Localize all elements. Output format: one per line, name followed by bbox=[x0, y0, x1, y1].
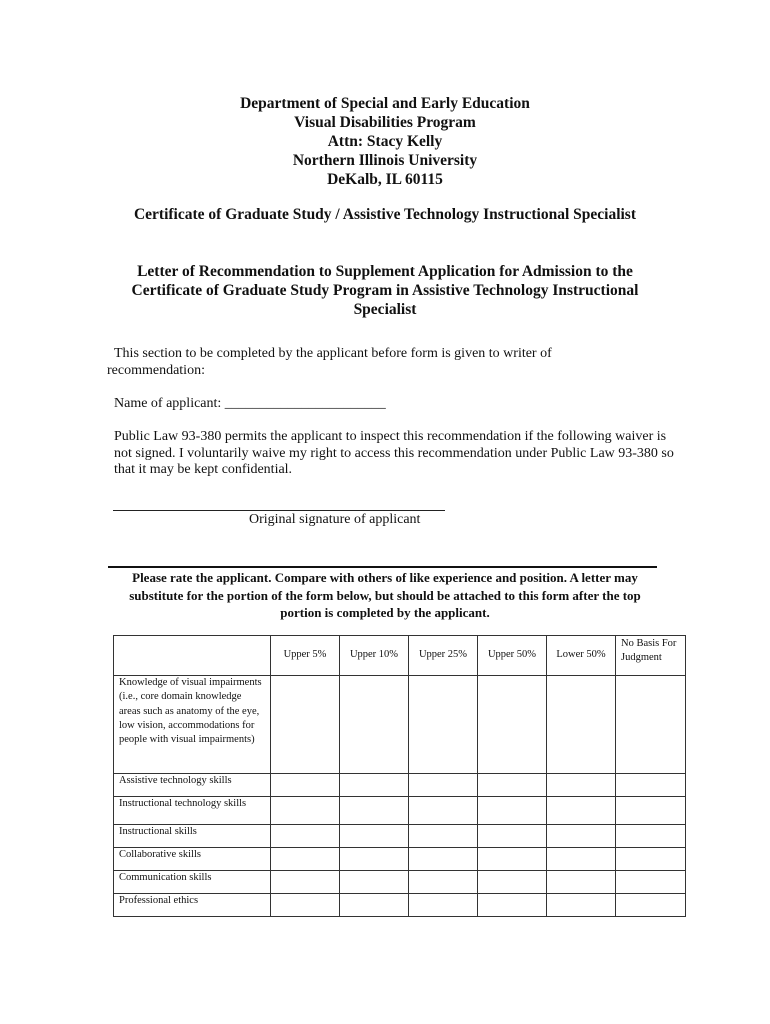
rating-cell[interactable] bbox=[340, 848, 409, 871]
col-upper-25: Upper 25% bbox=[409, 636, 478, 676]
letter-title: Letter of Recommendation to Supplement Application for Admission to the Certificate of Graduate Study Program in Assistive Technology Instructional Specialist bbox=[131, 263, 639, 318]
rating-cell[interactable] bbox=[547, 797, 616, 825]
col-lower-50: Lower 50% bbox=[547, 636, 616, 676]
rating-cell[interactable] bbox=[271, 894, 340, 917]
department-address-header bbox=[0, 94, 770, 189]
row-label-assistive-tech: Assistive technology skills bbox=[114, 774, 271, 797]
rating-cell[interactable] bbox=[271, 871, 340, 894]
col-no-basis: No Basis For Judgment bbox=[616, 636, 686, 676]
rating-cell[interactable] bbox=[271, 848, 340, 871]
rating-cell[interactable] bbox=[547, 848, 616, 871]
rating-cell[interactable] bbox=[616, 894, 686, 917]
rating-cell[interactable] bbox=[340, 894, 409, 917]
rating-cell[interactable] bbox=[340, 871, 409, 894]
rating-cell[interactable] bbox=[478, 774, 547, 797]
rating-cell[interactable] bbox=[478, 676, 547, 774]
rating-cell[interactable] bbox=[340, 797, 409, 825]
row-label-knowledge: Knowledge of visual impairments (i.e., core domain knowledge areas such as anatomy of the eye, low vision, accommodations for people with visual impairments) bbox=[114, 676, 271, 774]
row-label-instructional-tech: Instructional technology skills bbox=[114, 797, 271, 825]
rating-cell[interactable] bbox=[547, 774, 616, 797]
table-row bbox=[114, 825, 686, 848]
rating-cell[interactable] bbox=[616, 676, 686, 774]
table-row bbox=[114, 676, 686, 774]
rating-cell[interactable] bbox=[271, 774, 340, 797]
rating-cell[interactable] bbox=[340, 676, 409, 774]
rating-cell[interactable] bbox=[616, 797, 686, 825]
rating-cell[interactable] bbox=[340, 825, 409, 848]
table-row bbox=[114, 797, 686, 825]
department-line: Department of Special and Early Education bbox=[240, 95, 530, 112]
col-upper-5: Upper 5% bbox=[271, 636, 340, 676]
rating-cell[interactable] bbox=[271, 676, 340, 774]
rating-cell[interactable] bbox=[409, 825, 478, 848]
rating-table bbox=[113, 635, 686, 917]
col-upper-10: Upper 10% bbox=[340, 636, 409, 676]
row-label-communication: Communication skills bbox=[114, 871, 271, 894]
rating-cell[interactable] bbox=[547, 676, 616, 774]
table-row bbox=[114, 871, 686, 894]
applicant-instructions bbox=[107, 345, 667, 379]
rating-cell[interactable] bbox=[409, 848, 478, 871]
rating-cell[interactable] bbox=[409, 871, 478, 894]
applicant-instructions-line1: This section to be completed by the applicant before form is given to writer of bbox=[114, 346, 552, 361]
university-line: Northern Illinois University bbox=[292, 152, 478, 169]
rating-cell[interactable] bbox=[409, 797, 478, 825]
rating-cell[interactable] bbox=[478, 825, 547, 848]
certificate-title: Certificate of Graduate Study / Assistive Technology Instructional Specialist bbox=[133, 206, 637, 223]
signature-line[interactable] bbox=[113, 510, 445, 511]
table-row bbox=[114, 894, 686, 917]
rating-cell[interactable] bbox=[271, 825, 340, 848]
rating-cell[interactable] bbox=[478, 797, 547, 825]
rating-cell[interactable] bbox=[409, 774, 478, 797]
program-line: Visual Disabilities Program bbox=[294, 114, 476, 131]
rating-cell[interactable] bbox=[409, 676, 478, 774]
public-law-waiver-text: Public Law 93-380 permits the applicant to inspect this recommendation if the following waiver is not signed. I voluntarily waive my right to access this recommendation under Public Law 93-380 so that it may be kept confidential. bbox=[114, 429, 674, 477]
signature-label: Original signature of applicant bbox=[249, 512, 421, 527]
row-label-collaborative: Collaborative skills bbox=[114, 848, 271, 871]
criteria-header-cell bbox=[114, 636, 271, 676]
rating-cell[interactable] bbox=[547, 894, 616, 917]
rating-cell[interactable] bbox=[616, 848, 686, 871]
rating-header-row bbox=[114, 636, 686, 676]
rating-cell[interactable] bbox=[409, 894, 478, 917]
rating-cell[interactable] bbox=[478, 894, 547, 917]
rating-cell[interactable] bbox=[547, 871, 616, 894]
rating-cell[interactable] bbox=[616, 774, 686, 797]
city-line: DeKalb, IL 60115 bbox=[327, 171, 443, 188]
row-label-instructional: Instructional skills bbox=[114, 825, 271, 848]
applicant-instructions-line2: recommendation: bbox=[107, 363, 205, 378]
col-upper-50: Upper 50% bbox=[478, 636, 547, 676]
rating-cell[interactable] bbox=[478, 848, 547, 871]
table-row bbox=[114, 774, 686, 797]
attention-line: Attn: Stacy Kelly bbox=[327, 133, 443, 150]
rating-cell[interactable] bbox=[271, 797, 340, 825]
rating-cell[interactable] bbox=[616, 871, 686, 894]
name-of-applicant-field[interactable]: Name of applicant: _______________________ bbox=[114, 396, 386, 411]
table-row bbox=[114, 848, 686, 871]
rating-cell[interactable] bbox=[478, 871, 547, 894]
row-label-professional-ethics: Professional ethics bbox=[114, 894, 271, 917]
rating-cell[interactable] bbox=[547, 825, 616, 848]
rating-instructions: Please rate the applicant. Compare with others of like experience and position. A letter may substitute for the portion of the form below, but should be attached to this form after the top portion is completed by the applicant. bbox=[129, 570, 641, 620]
rating-cell[interactable] bbox=[616, 825, 686, 848]
rating-cell[interactable] bbox=[340, 774, 409, 797]
section-divider bbox=[108, 566, 657, 568]
